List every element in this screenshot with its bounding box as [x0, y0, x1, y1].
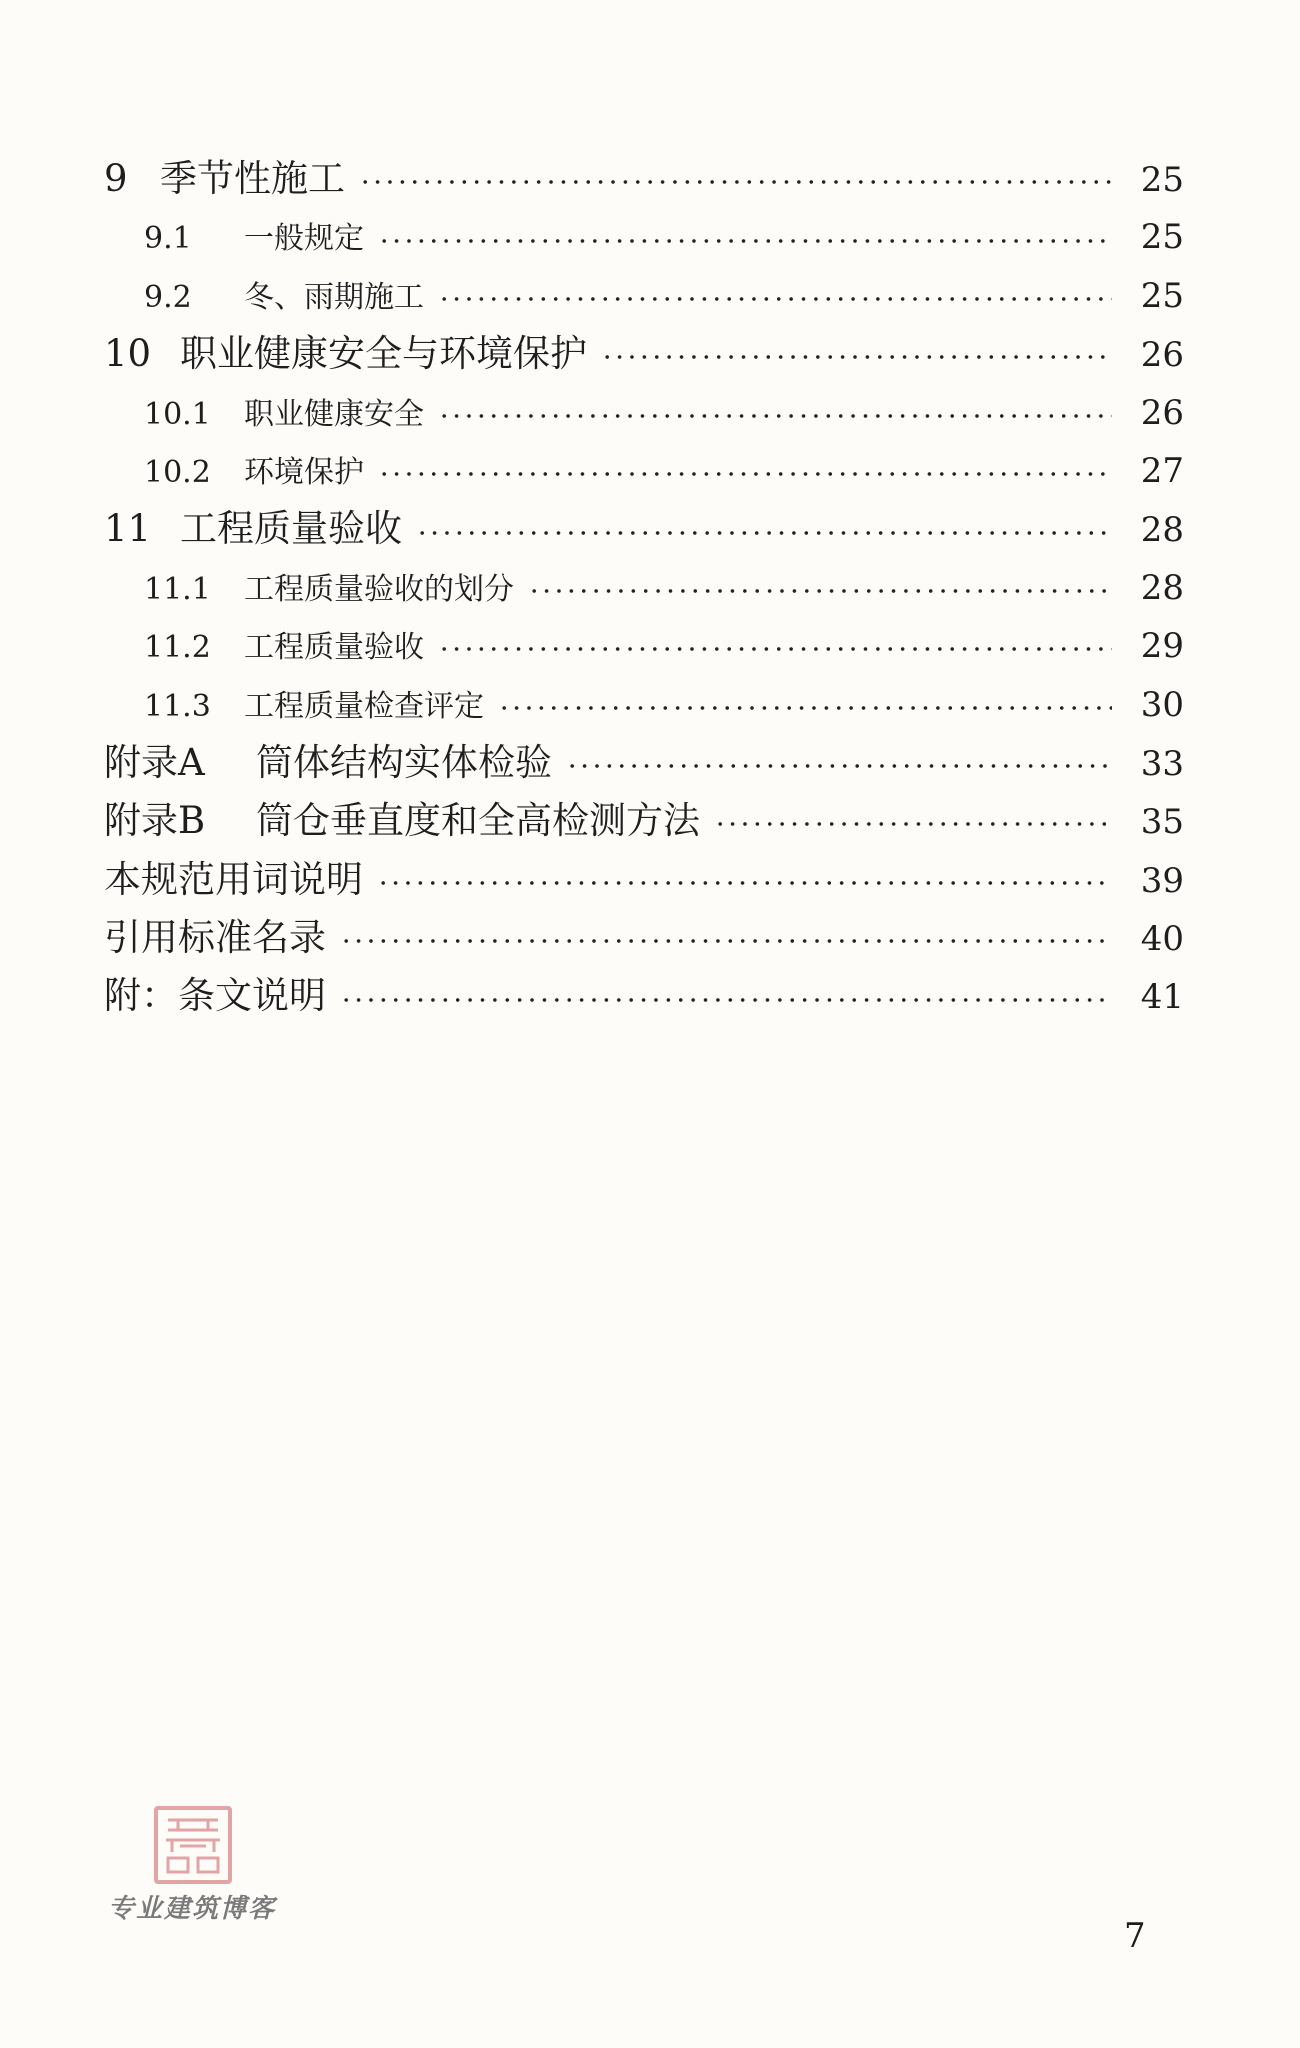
toc-entry-page: 35 [1140, 802, 1184, 843]
toc-entry-number: 11.1 [144, 571, 211, 607]
dot-leader [378, 472, 1112, 476]
toc-entry [104, 500, 1184, 558]
toc-entry [104, 734, 1184, 792]
toc-entry-page: 41 [1140, 977, 1184, 1018]
toc-entry-page: 26 [1140, 335, 1184, 376]
toc-entry [104, 617, 1184, 675]
toc-entry-title: 环境保护 [244, 454, 364, 490]
toc-entry-title: 筒仓垂直度和全高检测方法 [256, 799, 700, 843]
toc-entry-number: 9 [104, 157, 128, 200]
dot-leader [601, 355, 1112, 359]
table-of-contents [104, 150, 1184, 1026]
toc-entry-number: 10.2 [144, 454, 211, 490]
toc-entry-page: 28 [1140, 510, 1184, 551]
toc-entry-title: 筒体结构实体检验 [256, 740, 552, 784]
dot-leader [438, 647, 1112, 651]
dot-leader [498, 706, 1112, 710]
toc-entry-page: 39 [1140, 860, 1184, 901]
toc-entry-title: 冬、雨期施工 [244, 279, 424, 315]
toc-entry [104, 967, 1184, 1025]
toc-entry-page: 29 [1140, 626, 1184, 667]
dot-leader [359, 180, 1112, 184]
toc-entry-number: 附录B [104, 799, 206, 843]
dot-leader [416, 531, 1112, 535]
toc-entry-title: 季节性施工 [160, 157, 345, 200]
toc-entry-number: 11.3 [144, 688, 211, 724]
toc-entry-page: 40 [1140, 919, 1184, 960]
toc-entry-title: 引用标准名录 [104, 916, 326, 960]
dot-leader [714, 822, 1112, 826]
toc-entry [104, 325, 1184, 383]
toc-entry [104, 442, 1184, 500]
toc-entry [104, 792, 1184, 850]
toc-entry-page: 28 [1140, 567, 1184, 608]
toc-entry-page: 25 [1140, 160, 1184, 200]
toc-entry-title: 工程质量验收 [244, 630, 424, 666]
toc-entry-number: 11.2 [144, 630, 211, 666]
toc-entry [104, 909, 1184, 967]
dot-leader [378, 239, 1112, 243]
seal-glyph-icon [158, 1810, 228, 1880]
toc-entry-page: 25 [1140, 217, 1184, 258]
toc-entry-title: 工程质量验收的划分 [244, 571, 514, 607]
toc-entry-title: 本规范用词说明 [104, 857, 363, 901]
toc-entry-title: 附：条文说明 [104, 974, 326, 1018]
toc-entry-number: 10 [104, 332, 152, 376]
watermark-caption: 专业建筑博客 [108, 1894, 277, 1924]
toc-entry [104, 676, 1184, 734]
toc-entry-number: 10.1 [144, 396, 211, 432]
toc-entry-title: 工程质量检查评定 [244, 688, 484, 724]
dot-leader [528, 589, 1112, 593]
seal-stamp-icon [154, 1806, 232, 1884]
dot-leader [340, 998, 1112, 1002]
toc-entry-title: 职业健康安全 [244, 396, 424, 432]
toc-entry-number: 11 [104, 507, 152, 551]
toc-entry-title: 工程质量验收 [180, 507, 402, 551]
toc-entry-number: 9.2 [144, 279, 192, 315]
page-number: 7 [1124, 1916, 1146, 1956]
toc-entry [104, 384, 1184, 442]
toc-entry-page: 27 [1140, 450, 1184, 491]
dot-leader [566, 764, 1112, 768]
toc-entry [104, 559, 1184, 617]
toc-entry-page: 33 [1140, 743, 1184, 784]
toc-entry [104, 851, 1184, 909]
dot-leader [340, 939, 1112, 943]
toc-entry-page: 30 [1140, 684, 1184, 725]
toc-entry [104, 267, 1184, 325]
toc-entry-title: 一般规定 [244, 221, 364, 257]
toc-entry-number: 9.1 [144, 221, 192, 257]
dot-leader [438, 414, 1112, 418]
toc-entry [104, 150, 1184, 208]
toc-entry-page: 26 [1140, 392, 1184, 433]
toc-entry-title: 职业健康安全与环境保护 [180, 332, 587, 376]
toc-entry-number: 附录A [104, 740, 205, 784]
toc-entry-page: 25 [1140, 275, 1184, 316]
toc-entry [104, 208, 1184, 266]
dot-leader [438, 297, 1112, 301]
dot-leader [377, 881, 1112, 885]
